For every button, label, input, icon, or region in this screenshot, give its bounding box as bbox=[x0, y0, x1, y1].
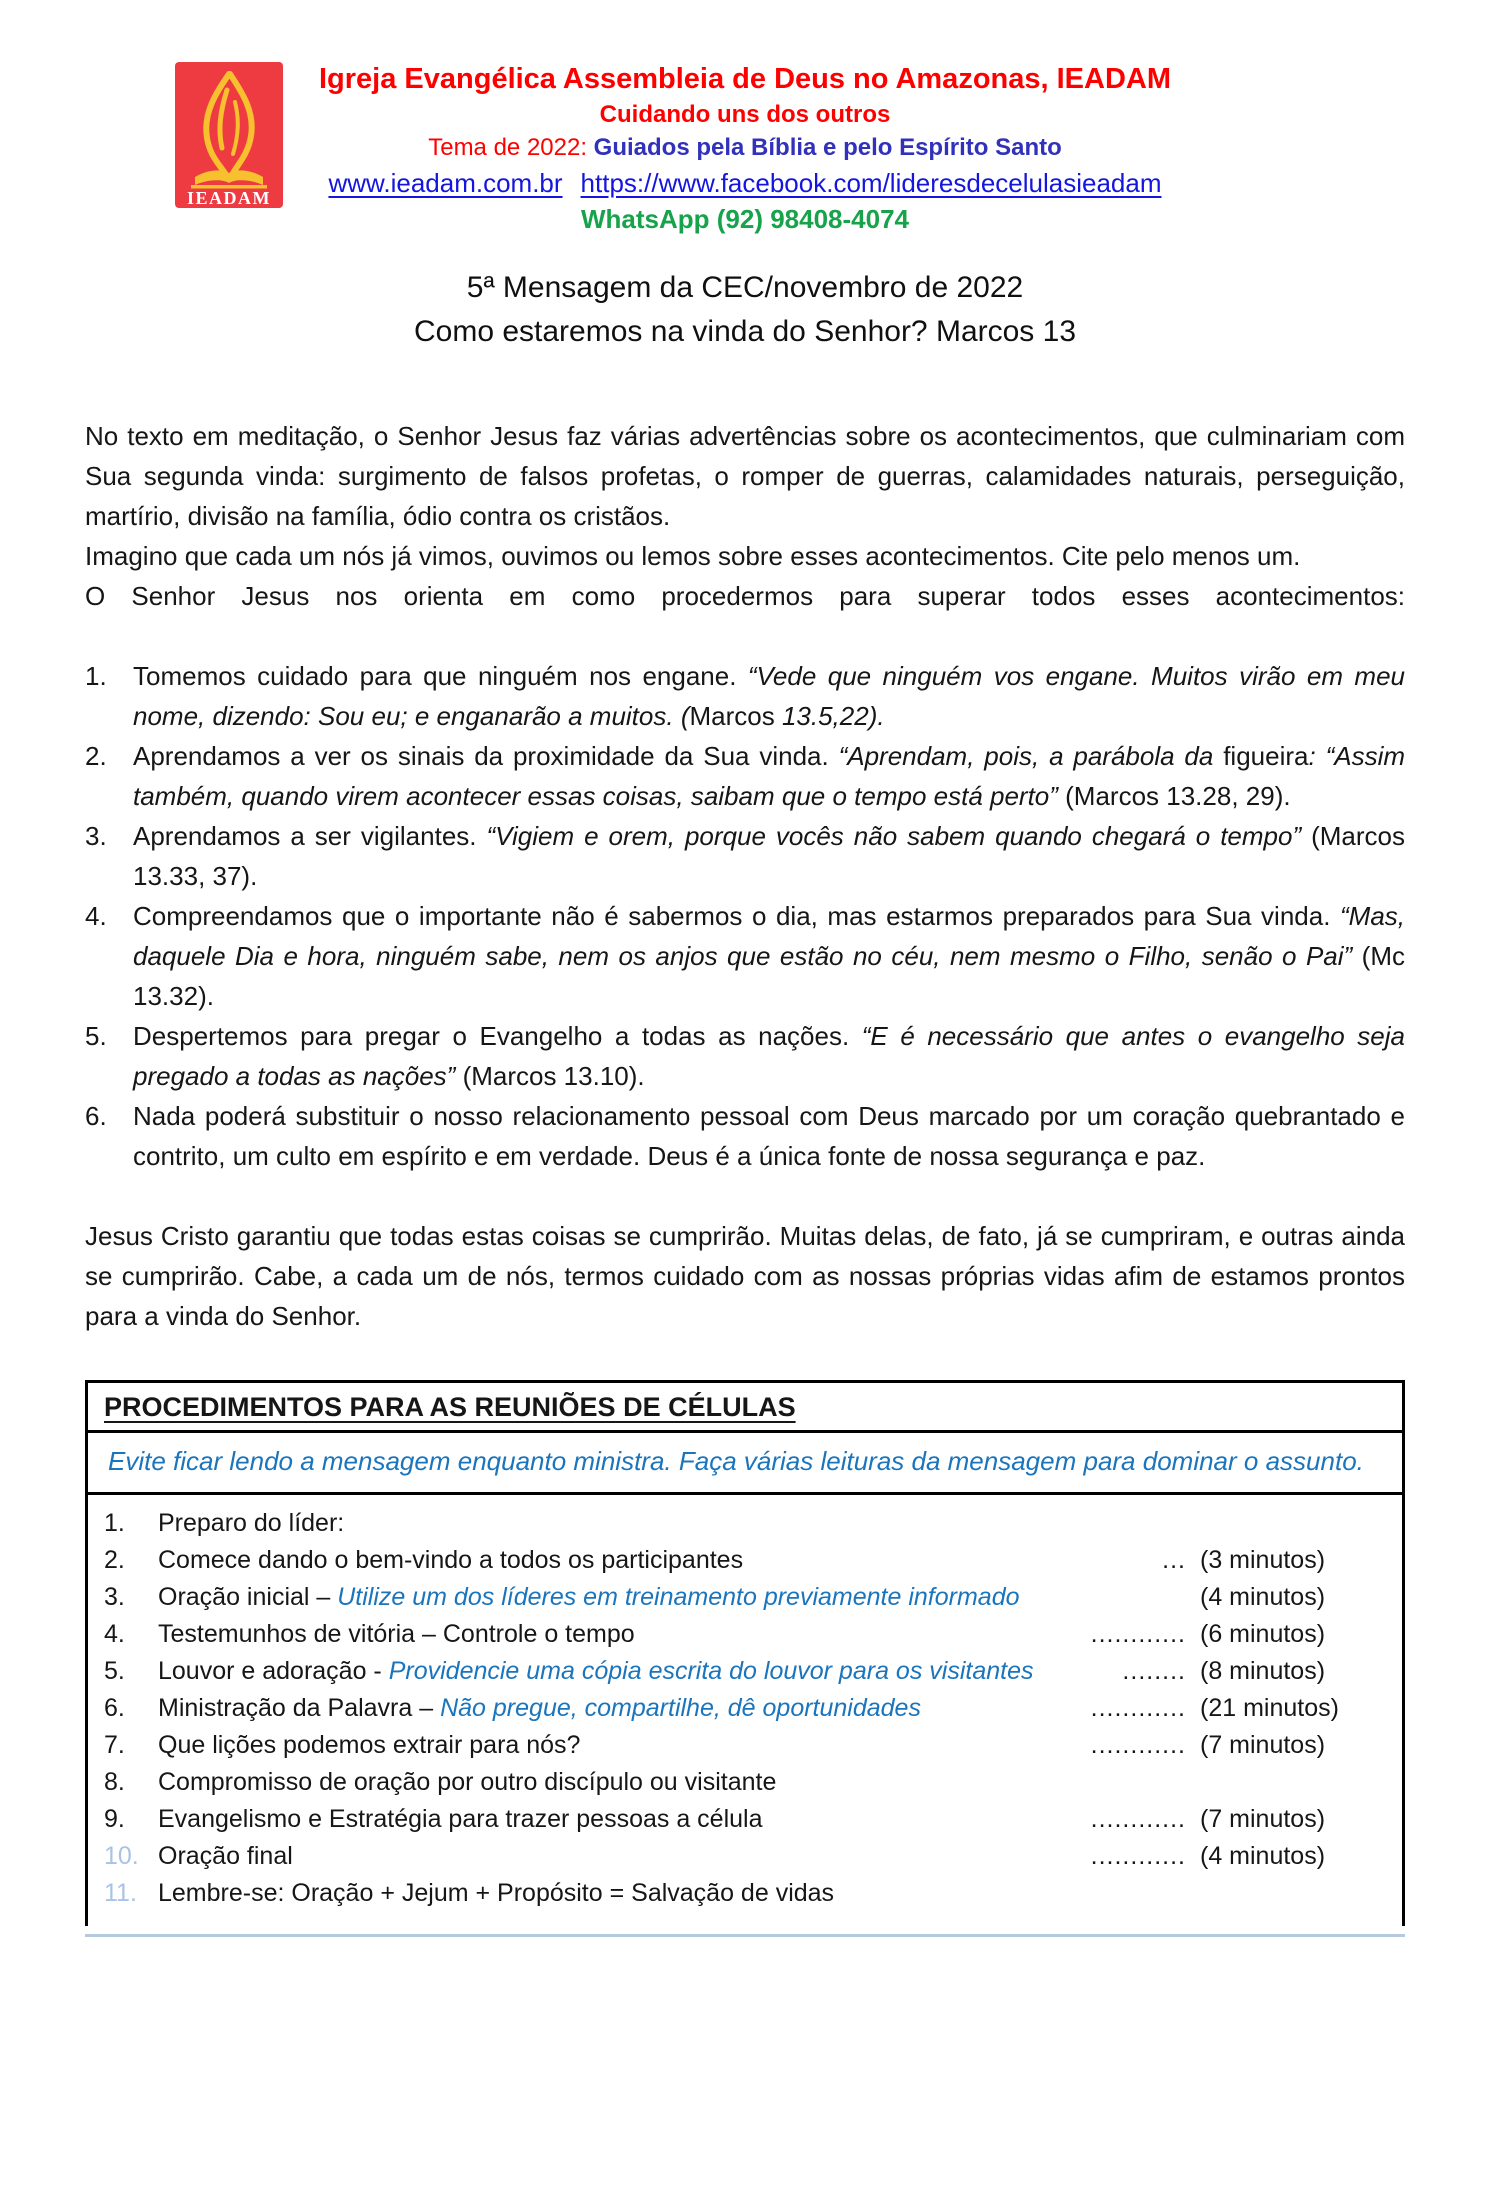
text-segment: Despertemos para pregar o Evangelho a todas as nações. bbox=[133, 1021, 862, 1051]
procedure-duration: (4 minutos) bbox=[1200, 1583, 1326, 1611]
procedure-text bbox=[158, 1801, 1091, 1838]
message-point-2 bbox=[85, 736, 1405, 816]
page-title bbox=[0, 266, 1490, 354]
text-segment: “Vede que ninguém vos engane. Muitos virão em meu nome, dizendo: Sou eu; e enganarão a muitos. ( bbox=[133, 661, 1405, 731]
procedure-number: 9. bbox=[104, 1805, 125, 1833]
dot-leader: ........ bbox=[1122, 1657, 1186, 1685]
intro-paragraph-3: O Senhor Jesus nos orienta em como procedermos para superar todos esses acontecimentos: bbox=[85, 581, 1405, 611]
title-line-2: Como estaremos na vinda do Senhor? Marcos 13 bbox=[413, 315, 1077, 348]
point-text bbox=[133, 896, 1405, 1016]
point-number: 5. bbox=[85, 1021, 107, 1051]
ieadam-logo-graphic bbox=[175, 62, 283, 208]
procedure-item-3 bbox=[104, 1579, 1388, 1616]
closing-paragraph: Jesus Cristo garantiu que todas estas coisas se cumprirão. Muitas delas, de fato, já se cumpriram, e outras ainda se cumprirão. Cabe, a cada um de nós, termos cuidado com as nossas próprias vidas afim de estamos prontos para a vinda do Senhor. bbox=[85, 1221, 1405, 1331]
procedure-text bbox=[158, 1653, 1122, 1690]
point-number: 2. bbox=[85, 741, 107, 771]
point-text bbox=[133, 736, 1405, 816]
procedure-number: 4. bbox=[104, 1620, 125, 1648]
procedure-duration: (4 minutos) bbox=[1200, 1842, 1326, 1870]
procedure-number: 11. bbox=[104, 1879, 137, 1907]
procedure-number: 8. bbox=[104, 1768, 125, 1796]
procedure-item-4 bbox=[104, 1616, 1388, 1653]
procedure-item-9 bbox=[104, 1801, 1388, 1838]
text-segment: Oração inicial – bbox=[158, 1583, 338, 1611]
text-segment: figueira bbox=[1223, 741, 1309, 771]
procedure-item-10 bbox=[104, 1838, 1388, 1875]
procedure-duration: (8 minutos) bbox=[1200, 1657, 1326, 1685]
text-segment: Nada poderá substituir o nosso relacionamento pessoal com Deus marcado por um coração quebrantado e contrito, um culto em espírito e em verdade. Deus é a única fonte de nossa segurança e paz. bbox=[133, 1101, 1405, 1171]
message-point-1 bbox=[85, 656, 1405, 736]
text-segment: Aprendamos a ser vigilantes. bbox=[133, 821, 487, 851]
text-segment: “Aprendam, pois, a parábola da bbox=[838, 741, 1224, 771]
point-number: 1. bbox=[85, 661, 107, 691]
dot-leader: ............ bbox=[1090, 1805, 1186, 1833]
procedure-text bbox=[158, 1875, 1186, 1912]
text-segment: Compreendamos que o importante não é sabermos o dia, mas estarmos preparados para Sua vinda. bbox=[133, 901, 1340, 931]
dot-leader: ............ bbox=[1090, 1620, 1186, 1648]
procedures-items-list bbox=[88, 1495, 1402, 1926]
procedure-number: 7. bbox=[104, 1731, 125, 1759]
point-number: 3. bbox=[85, 821, 107, 851]
org-motto: Cuidando uns dos outros bbox=[599, 101, 891, 128]
intro-paragraph-1: No texto em meditação, o Senhor Jesus faz várias advertências sobre os acontecimentos, que culminariam com Sua segunda vinda: surgimento de falsos profetas, o romper de guerras, calamidades naturais, perseguição, martírio, divisão na família, ódio contra os cristãos. bbox=[85, 421, 1405, 531]
text-segment: Tomemos cuidado para que ninguém nos engane. bbox=[133, 661, 748, 691]
procedure-item-7 bbox=[104, 1727, 1388, 1764]
text-segment: (Marcos 13.33, 37). bbox=[133, 821, 1405, 891]
message-points-list bbox=[85, 656, 1405, 1176]
procedure-text bbox=[158, 1542, 1162, 1579]
text-segment: Providencie uma cópia escrita do louvor para os visitantes bbox=[388, 1657, 1034, 1685]
text-segment: Comece dando o bem-vindo a todos os participantes bbox=[158, 1546, 744, 1574]
point-text bbox=[133, 1016, 1405, 1096]
procedure-text bbox=[158, 1579, 1186, 1616]
message-point-3 bbox=[85, 816, 1405, 896]
procedure-duration: (7 minutos) bbox=[1200, 1805, 1326, 1833]
text-segment: Louvor e adoração - bbox=[158, 1657, 389, 1685]
text-segment: : “Assim também, quando virem acontecer essas coisas, saibam que o tempo está perto” bbox=[133, 741, 1405, 811]
dot-leader: ... bbox=[1162, 1546, 1186, 1574]
procedures-title-text: PROCEDIMENTOS PARA AS REUNIÕES DE CÉLULAS bbox=[104, 1392, 796, 1422]
procedure-text bbox=[158, 1616, 1091, 1653]
whatsapp-contact: WhatsApp (92) 98408-4074 bbox=[580, 204, 910, 234]
intro-paragraph-2: Imagino que cada um nós já vimos, ouvimos ou lemos sobre esses acontecimentos. Cite pelo menos um. bbox=[85, 541, 1301, 571]
text-segment: Que lições podemos extrair para nós? bbox=[158, 1731, 581, 1759]
text-segment: Testemunhos de vitória – Controle o tempo bbox=[158, 1620, 635, 1648]
procedure-item-5 bbox=[104, 1653, 1388, 1690]
website-link[interactable]: www.ieadam.com.br bbox=[328, 168, 563, 198]
message-point-4 bbox=[85, 896, 1405, 1016]
procedures-title bbox=[88, 1383, 1402, 1433]
point-text bbox=[133, 656, 1405, 736]
procedure-text bbox=[158, 1505, 1186, 1542]
point-text bbox=[133, 1096, 1405, 1176]
text-segment: Marcos bbox=[689, 701, 782, 731]
procedure-text bbox=[158, 1764, 1186, 1801]
text-segment: Utilize um dos líderes em treinamento previamente informado bbox=[337, 1583, 1020, 1611]
procedure-duration: (6 minutos) bbox=[1200, 1620, 1326, 1648]
text-segment: (Marcos 13.10). bbox=[455, 1061, 645, 1091]
point-text bbox=[133, 816, 1405, 896]
procedure-number: 1. bbox=[104, 1509, 125, 1537]
text-segment: Ministração da Palavra – bbox=[158, 1694, 441, 1722]
text-segment: Aprendamos a ver os sinais da proximidade da Sua vinda. bbox=[133, 741, 839, 771]
text-segment: Evangelismo e Estratégia para trazer pessoas a célula bbox=[158, 1805, 763, 1833]
text-segment: Compromisso de oração por outro discípulo ou visitante bbox=[158, 1768, 777, 1796]
procedure-number: 6. bbox=[104, 1694, 125, 1722]
procedure-text bbox=[158, 1838, 1091, 1875]
procedure-number: 5. bbox=[104, 1657, 125, 1685]
document-body bbox=[85, 416, 1405, 1926]
procedure-duration: (7 minutos) bbox=[1200, 1731, 1326, 1759]
procedure-number: 10. bbox=[104, 1842, 139, 1870]
text-segment: “Vigiem e orem, porque vocês não sabem quando chegará o tempo” bbox=[486, 821, 1302, 851]
procedure-text bbox=[158, 1690, 1091, 1727]
theme-prefix: Tema de 2022: bbox=[428, 134, 594, 161]
message-point-5 bbox=[85, 1016, 1405, 1096]
logo-wordmark: IEADAM bbox=[187, 188, 271, 208]
procedure-duration: (21 minutos) bbox=[1200, 1694, 1339, 1722]
point-number: 4. bbox=[85, 901, 107, 931]
text-segment: Lembre-se: Oração + Jejum + Propósito = Salvação de vidas bbox=[158, 1879, 835, 1907]
text-segment: Oração final bbox=[158, 1842, 293, 1870]
text-segment: 13.5,22). bbox=[781, 701, 885, 731]
facebook-link[interactable]: https://www.facebook.com/lideresdecelulasieadam bbox=[580, 168, 1162, 198]
intro-section bbox=[85, 416, 1405, 616]
title-line-1: 5ª Mensagem da CEC/novembro de 2022 bbox=[466, 271, 1024, 304]
point-number: 6. bbox=[85, 1101, 107, 1131]
procedure-item-1 bbox=[104, 1505, 1388, 1542]
page-break-line bbox=[85, 1934, 1405, 1937]
message-point-6 bbox=[85, 1096, 1405, 1176]
text-segment: (Marcos 13.28, 29). bbox=[1057, 781, 1291, 811]
procedure-number: 2. bbox=[104, 1546, 125, 1574]
procedures-table bbox=[85, 1380, 1405, 1926]
dot-leader: ............ bbox=[1090, 1731, 1186, 1759]
procedure-item-11 bbox=[104, 1875, 1388, 1912]
procedures-note: Evite ficar lendo a mensagem enquanto ministra. Faça várias leituras da mensagem para dominar o assunto. bbox=[88, 1433, 1402, 1495]
text-segment: Não pregue, compartilhe, dê oportunidades bbox=[440, 1694, 921, 1722]
theme-text: Guiados pela Bíblia e pelo Espírito Santo bbox=[593, 134, 1062, 161]
procedure-item-2 bbox=[104, 1542, 1388, 1579]
text-segment: “E é necessário que antes o evangelho seja pregado a todas as nações” bbox=[133, 1021, 1405, 1091]
dot-leader: ............ bbox=[1090, 1842, 1186, 1870]
procedure-text bbox=[158, 1727, 1091, 1764]
text-segment: “Mas, daquele Dia e hora, ninguém sabe, nem os anjos que estão no céu, nem mesmo o Filho, senão o Pai” bbox=[133, 901, 1405, 971]
procedure-number: 3. bbox=[104, 1583, 125, 1611]
text-segment: (Mc 13.32). bbox=[133, 941, 1405, 1011]
procedure-item-8 bbox=[104, 1764, 1388, 1801]
procedure-item-6 bbox=[104, 1690, 1388, 1727]
procedure-duration: (3 minutos) bbox=[1200, 1546, 1326, 1574]
text-segment: Preparo do líder: bbox=[158, 1509, 345, 1537]
dot-leader: ............ bbox=[1090, 1694, 1186, 1722]
ieadam-logo bbox=[175, 62, 283, 208]
org-name: Igreja Evangélica Assembleia de Deus no Amazonas, IEADAM bbox=[318, 63, 1172, 95]
